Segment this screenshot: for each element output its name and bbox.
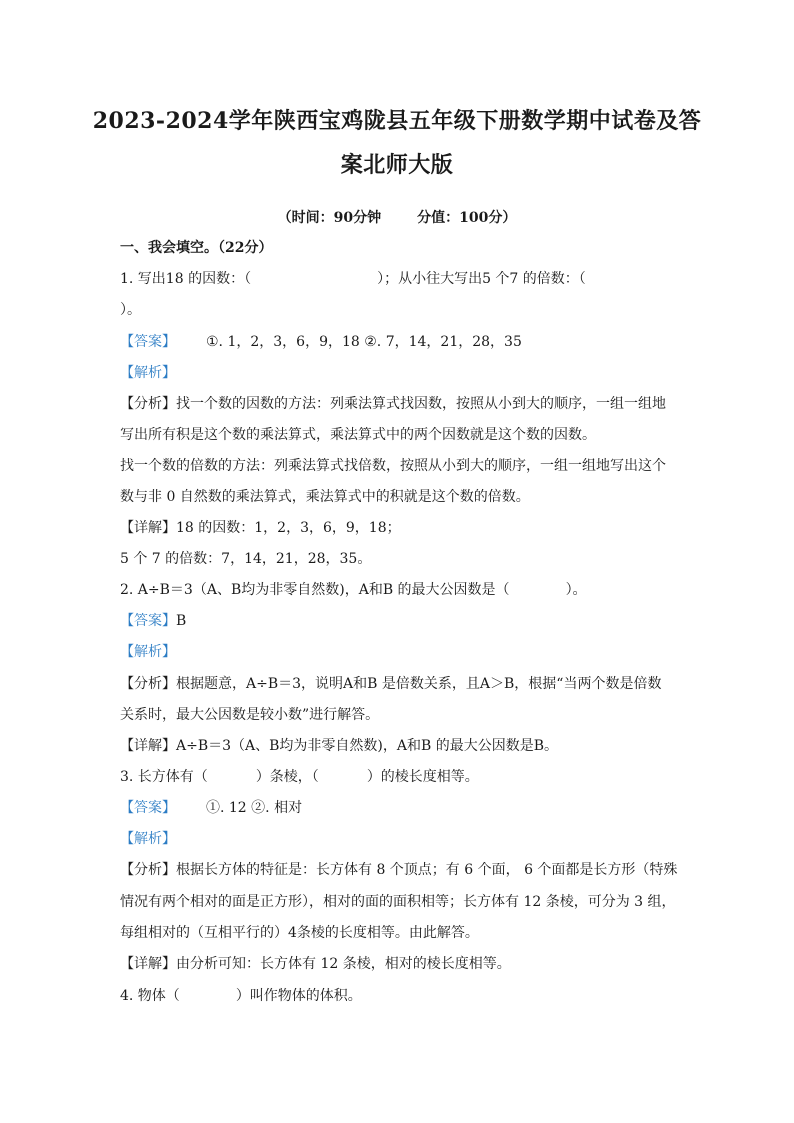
question-2-stem: 2. A÷B＝3（A、B均为非零自然数)，A和B 的最大公因数是（ ）。: [120, 582, 587, 598]
question-1-analysis-tag: 【解析】: [120, 365, 176, 381]
exam-time: （时间：90分钟: [277, 210, 382, 226]
question-1-xiangjie: 【详解】18 的因数：1，2，3，6，9，18；: [120, 520, 401, 536]
question-1-stem: 1. 写出18 的因数：（ ）；从小往大写出5 个7 的倍数：（: [120, 271, 586, 287]
question-1-stem-cont: ）。: [120, 302, 141, 318]
question-2-fenxi: 【分析】根据题意，A÷B＝3，说明A和B 是倍数关系，且A＞B，根据“当两个数是倍数: [120, 676, 662, 692]
question-1-xiangjie-2: 5 个 7 的倍数：7，14，21，28，35。: [120, 551, 372, 567]
question-1-fenxi-3: 找一个数的倍数的方法：列乘法算式找倍数，按照从小到大的顺序，一组一组地写出这个: [120, 458, 666, 474]
question-2-xiangjie: 【详解】A÷B＝3（A、B均为非零自然数)，A和B 的最大公因数是B。: [120, 738, 559, 754]
question-3-fenxi-2: 情况有两个相对的面是正方形），相对的面的面积相等；长方体有 12 条棱，可分为 3 组，: [120, 894, 676, 910]
question-3-analysis-tag: 【解析】: [120, 831, 176, 847]
question-3-stem: 3. 长方体有（ ）条棱，（ ）的棱长度相等。: [120, 769, 479, 785]
exam-meta: [0, 207, 794, 227]
question-2-fenxi-2: 关系时，最大公因数是较小数”进行解答。: [120, 707, 380, 723]
question-3-answer: 【答案】 ①. 12 ②. 相对: [120, 800, 303, 816]
question-1-fenxi: 【分析】找一个数的因数的方法：列乘法算式找因数，按照从小到大的顺序，一组一组地: [120, 396, 666, 412]
page-title-line1: 2023-2024学年陕西宝鸡陇县五年级下册数学期中试卷及答: [92, 108, 702, 134]
question-1-answer: 【答案】 ①. 1，2，3，6，9，18 ②. 7，14，21，28，35: [120, 334, 522, 350]
question-4-stem: 4. 物体（ ）叫作物体的体积。: [120, 988, 362, 1004]
question-2-analysis-tag: 【解析】: [120, 644, 176, 660]
question-3-fenxi-3: 每组相对的（互相平行的）4条棱的长度相等。由此解答。: [120, 925, 479, 941]
page-title-line2: 案北师大版: [340, 152, 454, 178]
question-1-fenxi-4: 数与非 0 自然数的乘法算式，乘法算式中的积就是这个数的倍数。: [120, 489, 530, 505]
question-3-xiangjie: 【详解】由分析可知：长方体有 12 条棱，相对的棱长度相等。: [120, 956, 511, 972]
section-heading: 一、我会填空。（22分）: [120, 240, 273, 256]
question-1-fenxi-2: 写出所有积是这个数的乘法算式，乘法算式中的两个因数就是这个数的因数。: [120, 427, 596, 443]
question-3-fenxi: 【分析】根据长方体的特征是：长方体有 8 个顶点；有 6 个面， 6 个面都是长方形（特殊: [120, 862, 678, 878]
exam-score: 分值：100分）: [417, 210, 517, 226]
question-2-answer: 【答案】B: [120, 613, 187, 629]
